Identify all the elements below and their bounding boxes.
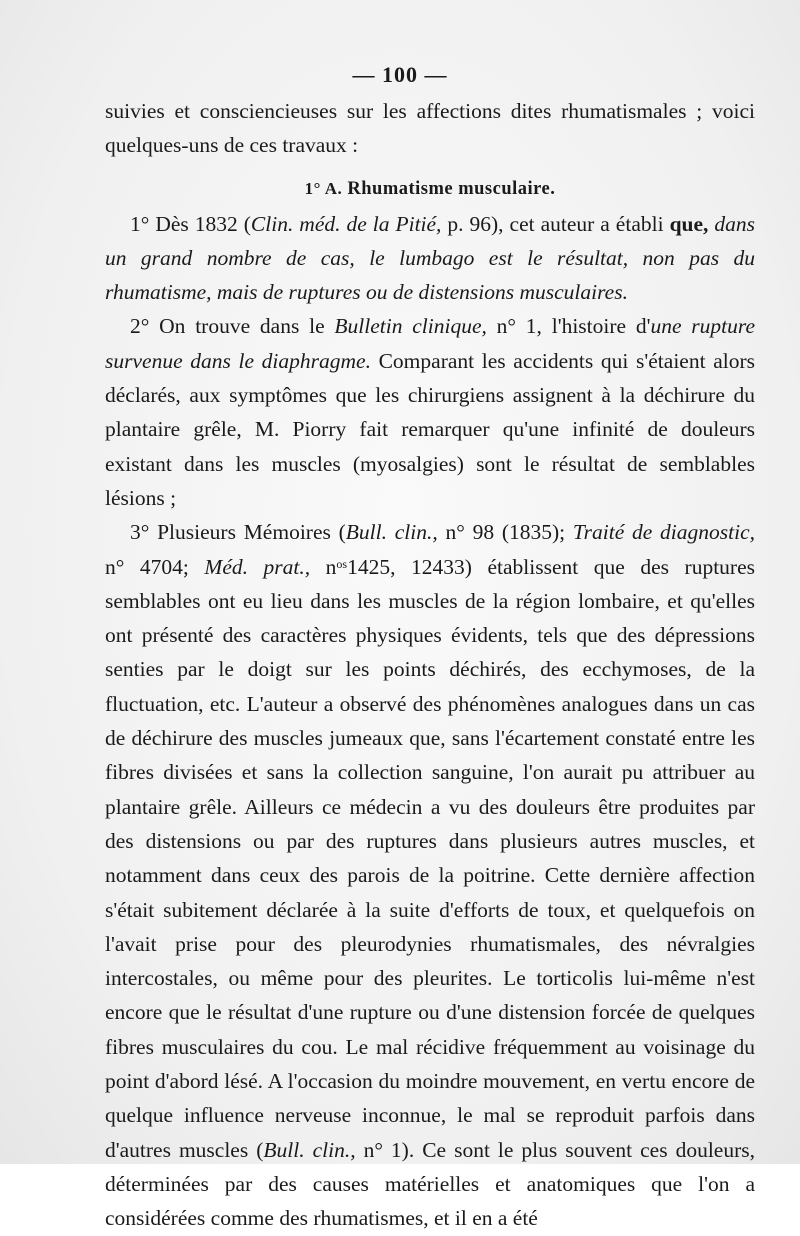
p3-superscript: os [336,556,348,571]
section-title: Rhumatisme musculaire. [347,178,556,199]
p1-que: que, [669,211,709,236]
p3-citation-4: Bull. clin., [263,1137,356,1162]
section-heading [105,171,755,205]
page-number: — 100 — [352,62,448,87]
paragraph-3 [105,515,755,1235]
section-number: 1° A. [304,178,343,198]
p1-lead: 1° Dès 1832 ( [130,211,251,236]
paragraph-2 [105,309,755,515]
p3-citation-1: Bull. clin., [345,520,438,545]
p3-mid-1: n° 98 (1835); [437,520,573,545]
p1-rest: dans un grand nombre de cas, le lumbago est le résultat, non pas du rhumatisme, mais de ruptures ou de distensions musculaires. [105,211,756,305]
p3-mid-3: n [310,554,337,579]
p2-citation-2: une rupture survenue dans le diaphragme. [105,314,755,373]
p3-mid-4: 1425, 12433) établissent que des ruptures semblables ont eu lieu dans les muscles de la région lombaire, et qu'elles ont présenté des caractères physiques évidents, tels que des dépressions senties par le doigt sur les points déchirés, des ecchymoses, de la fluctuation, etc. L'auteur a observé des phénomènes analogues dans un cas de déchirure des muscles jumeaux que, sans l'écartement constaté entre les fibres divisées et sans la collection sanguine, l'on aurait pu attribuer au plantaire grêle. Ailleurs ce médecin a vu des douleurs être produites par des distensions ou par des ruptures dans plusieurs autres muscles, et notamment dans ceux des parois de la poitrine. Cette dernière affection s'était subitement déclarée à la suite d'efforts de toux, et quelquefois on l'avait prise pour des pleurodynies rhumatismales, des névralgies intercostales, ou même pour des pleurites. Le torticolis lui-même n'est encore que le résultat d'une rupture ou d'une distension forcée de quelques fibres musculaires du cou. Le mal récidive fréquemment au voisinage du point d'abord lésé. A l'occasion du moindre mouvement, en vertu encore de quelque influence nerveuse inconnue, le mal se reproduit parfois dans d'autres muscles ( [105,554,755,1162]
intro-paragraph: suivies et consciencieuses sur les affections dites rhumatismales ; voici quelques-uns de ces travaux : [105,99,755,158]
paragraph-1 [105,207,755,310]
p2-citation: Bulletin clinique, [334,314,487,339]
p2-lead: 2° On trouve dans le [130,314,335,339]
p1-citation: Clin. méd. de la Pitié, [250,211,442,236]
page-body [105,94,755,1236]
p3-citation-2: Traité de diagnostic, [572,520,755,545]
p3-citation-3: Méd. prat., [204,554,311,579]
p3-mid-2: n° 4704; [105,554,205,579]
p3-lead: 3° Plusieurs Mémoires ( [130,520,346,545]
p3-end: n° 1). Ce sont le plus souvent ces douleurs, déterminées par des causes matérielles et anatomiques que l'on a considérées comme des rhumatismes, et il en a été [105,1137,755,1231]
p1-mid: p. 96), cet auteur a établi [441,211,670,236]
p2-rest: Comparant les accidents qui s'étaient alors déclarés, aux symptômes que les chirurgiens assignent à la déchirure du plantaire grêle, M. Piorry fait remarquer qu'une infinité de douleurs existant dans les muscles (myosalgies) sont le résultat de semblables lésions ; [105,348,755,510]
p2-mid: n° 1, l'histoire d' [486,314,651,339]
